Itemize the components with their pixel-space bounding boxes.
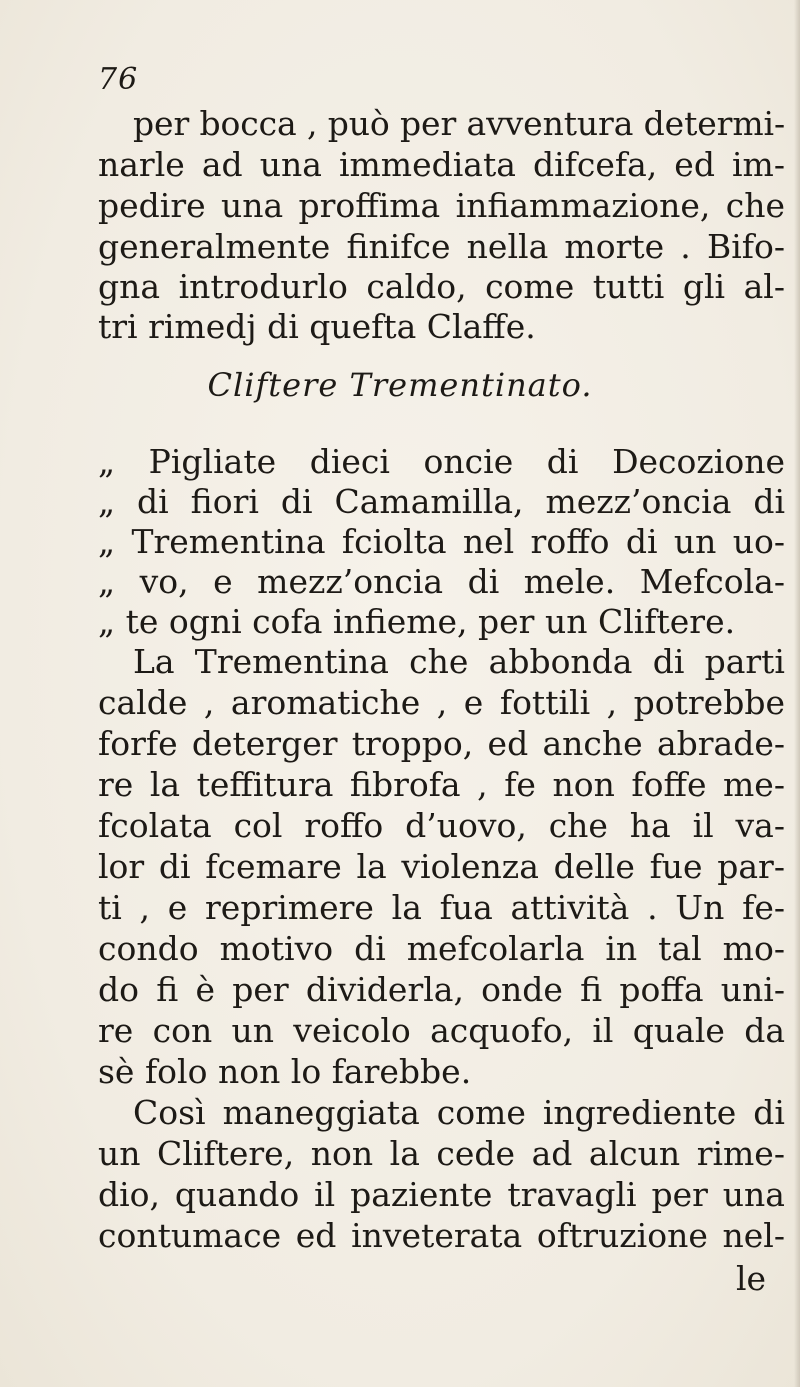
text-line: ti , e reprimere la fua attività . Un fe- xyxy=(98,888,785,927)
recipe-line: „ Trementina fciolta nel roffo di un uo- xyxy=(98,522,785,561)
text-line: narle ad una immediata difcefa, ed im- xyxy=(98,145,785,184)
recipe-line: „ Pigliate dieci oncie di Decozione xyxy=(98,442,785,481)
text-line: forfe deterger troppo, ed anche abrade- xyxy=(98,724,785,763)
text-line: per bocca , può per avventura determi- xyxy=(133,104,785,143)
page-number: 76 xyxy=(98,62,139,97)
text-line: condo motivo di mefcolarla in tal mo- xyxy=(98,929,785,968)
text-line: generalmente finifce nella morte . Bifo- xyxy=(98,227,785,266)
recipe-line: „ te ogni cofa infieme, per un Cliftere. xyxy=(98,602,736,641)
text-line: re la teffitura fibrofa , fe non foffe me- xyxy=(98,765,785,804)
text-line: do fi è per dividerla, onde fi poffa uni- xyxy=(98,970,785,1009)
text-line: La Trementina che abbonda di parti xyxy=(133,642,785,681)
text-line: contumace ed inveterata oftruzione nel- xyxy=(98,1216,785,1255)
text-line: Così maneggiata come ingrediente di xyxy=(133,1093,785,1132)
text-line: gna introdurlo caldo, come tutti gli al- xyxy=(98,267,785,306)
text-line: calde , aromatiche , e fottili , potrebbe xyxy=(98,683,785,722)
page-edge-shadow xyxy=(794,0,800,1387)
recipe-line: „ di fiori di Camamilla, mezz’oncia di xyxy=(98,482,785,521)
text-line: sè folo non lo farebbe. xyxy=(98,1052,472,1091)
section-heading: Cliftere Trementinato. xyxy=(207,366,593,404)
catchword: le xyxy=(736,1259,767,1298)
text-line: re con un veicolo acquofo, il quale da xyxy=(98,1011,785,1050)
text-line: un Cliftere, non la cede ad alcun rime- xyxy=(98,1134,785,1173)
recipe-line: „ vo, e mezz’oncia di mele. Mefcola- xyxy=(98,562,785,601)
text-line: lor di fcemare la violenza delle fue par- xyxy=(98,847,785,886)
text-line: pedire una proffima infiammazione, che xyxy=(98,186,785,225)
text-line: tri rimedj di quefta Claffe. xyxy=(98,307,536,346)
text-line: dio, quando il paziente travagli per una xyxy=(98,1175,785,1214)
text-line: fcolata col roffo d’uovo, che ha il va- xyxy=(98,806,785,845)
